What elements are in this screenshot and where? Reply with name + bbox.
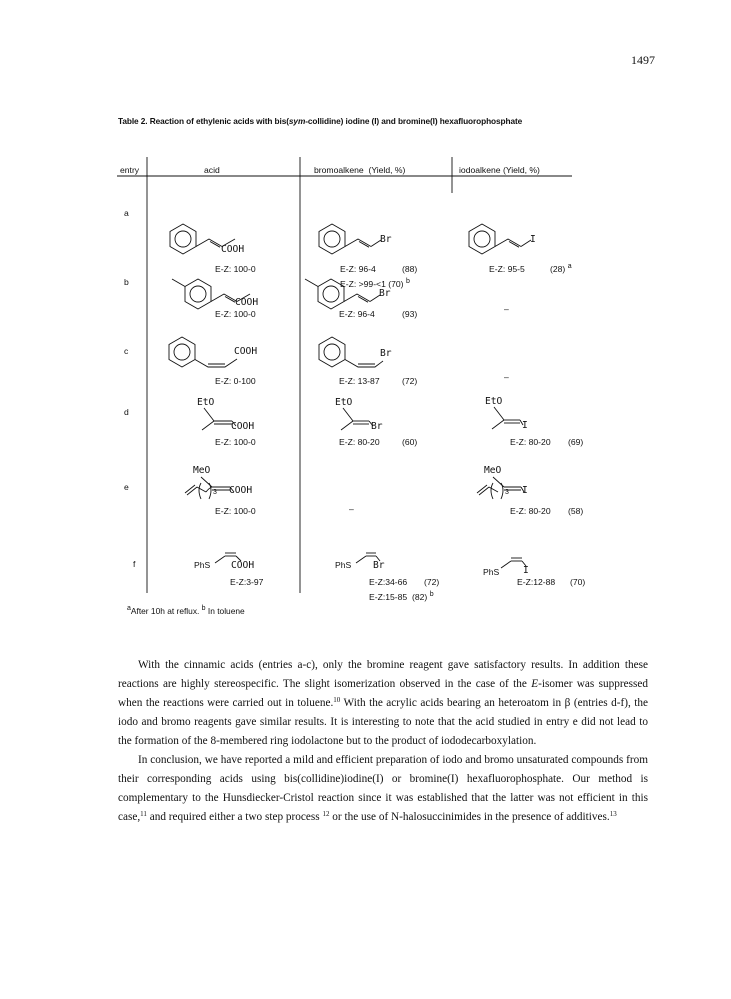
- acid-sub-d: EtO: [197, 397, 215, 408]
- structure-bromo-c: [319, 337, 383, 367]
- bromo-group-a: Br: [380, 234, 392, 245]
- bromo-yield-f: (72): [424, 577, 440, 587]
- bromo-ratio-a: E-Z: 96-4: [340, 264, 376, 274]
- iodo-dash-b: –: [504, 304, 509, 314]
- entry-label-a: a: [124, 208, 129, 218]
- p2-text-a: In conclusion, we have reported a mild and efficient preparation of iodo and bromo unsaturated compounds from their corresponding acids using bis(collidine)iodine(I) or bromine(I) hexafluorophosphate. Our method is complementary to the Hunsdiecker-Cristol reaction since it was established that the latter was not efficient in this case,: [118, 754, 648, 823]
- acid-chain-e: 3: [213, 489, 217, 496]
- bromo-yield2-a: (70): [388, 279, 404, 289]
- entry-label-e: e: [124, 482, 129, 492]
- header-iodoalkene: iodoalkene (Yield, %): [459, 165, 540, 175]
- table-caption: [118, 116, 588, 127]
- iodo-yield-d: (69): [568, 437, 584, 447]
- bromo-yield2-f: (82): [412, 592, 428, 602]
- p1-italic: E: [531, 678, 539, 690]
- iodo-group-d: I: [522, 420, 528, 431]
- footnote-text-b: In toluene: [205, 606, 245, 616]
- footnote-mark-a: a: [127, 605, 131, 612]
- acid-ratio-d: E-Z: 100-0: [215, 437, 256, 447]
- acid-group-a: COOH: [221, 244, 245, 255]
- p1-text-a: With the cinnamic acids (entries a-c), only the bromine reagent gave satisfactory results. In addition these reactions are highly stereospecific. The slight isomerization observed in the case of the: [118, 659, 648, 690]
- bromo-yield-a: (88): [402, 264, 418, 274]
- caption-text-2: -collidine) iodine (I) and bromine(I) hexafluorophosphate: [305, 116, 523, 126]
- iodo-yield-f: (70): [570, 577, 586, 587]
- header-entry: entry: [120, 165, 140, 175]
- p2-text-b: and required either a two step process: [146, 811, 323, 823]
- bromo-sub-d: EtO: [335, 397, 353, 408]
- caption-italic: sym: [288, 116, 306, 126]
- p1-text-c: With the acrylic acids bearing an heteroatom in β (entries d-f), the iodo and bromo reagents gave similar results. It is interesting to note that the acid studied in entry e did not lead to the formation of the 8-membered ring iodolactone but to the product of iododecarboxylation.: [118, 697, 648, 747]
- bromo-dash-e: –: [349, 504, 354, 514]
- structure-iodo-d: [492, 407, 523, 429]
- acid-group-f: COOH: [231, 560, 255, 571]
- table-structure-drawings: [117, 155, 586, 617]
- table-footnote: [127, 606, 245, 616]
- iodo-chain-e: 3: [505, 489, 509, 496]
- iodo-ratio-e: E-Z: 80-20: [510, 506, 551, 516]
- p2-ref-11: 11: [140, 810, 147, 818]
- bromo-group-f: Br: [373, 560, 385, 571]
- iodo-dash-c: –: [504, 372, 509, 382]
- acid-group-b: COOH: [235, 297, 259, 308]
- header-bromoalkene: bromoalkene (Yield, %): [314, 165, 406, 175]
- iodo-yield-e: (58): [568, 506, 584, 516]
- bromo-group-c: Br: [380, 348, 392, 359]
- bromo-ratio-f: E-Z:34-66: [369, 577, 408, 587]
- acid-sub-e: MeO: [193, 465, 211, 476]
- reaction-table: [117, 155, 586, 617]
- paragraph-2: [118, 751, 648, 827]
- acid-sub-f: PhS: [194, 560, 211, 570]
- iodo-sub-f: PhS: [483, 567, 500, 577]
- structure-acid-c: [169, 337, 237, 367]
- acid-group-c: COOH: [234, 346, 258, 357]
- entry-label-c: c: [124, 346, 129, 356]
- iodo-group-e: I: [522, 485, 528, 496]
- entry-label-b: b: [124, 277, 129, 287]
- structure-iodo-e: [477, 477, 524, 499]
- bromo-ratio-d: E-Z: 80-20: [339, 437, 380, 447]
- bromo-yield-b: (93): [402, 309, 418, 319]
- iodo-group-a: I: [530, 234, 536, 245]
- iodo-sub-e: MeO: [484, 465, 502, 476]
- page-number: 1497: [631, 53, 655, 67]
- p2-ref-13: 13: [609, 810, 617, 818]
- structure-bromo-d: [341, 408, 373, 430]
- iodo-ratio-f: E-Z:12-88: [517, 577, 556, 587]
- structure-iodo-a: [469, 224, 531, 254]
- caption-text-1: Reaction of ethylenic acids with bis(: [147, 116, 289, 126]
- bromo-ratio-b: E-Z: 96-4: [339, 309, 375, 319]
- bromo-group-b: Br: [379, 288, 391, 299]
- iodo-group-f: I: [523, 565, 529, 576]
- bromo-ratio-c: E-Z: 13-87: [339, 376, 380, 386]
- bromo-ratio2-f: [369, 592, 434, 602]
- p2-text-c: or the use of N-halosuccinimides in the presence of additives.: [329, 811, 610, 823]
- acid-ratio-c: E-Z: 0-100: [215, 376, 256, 386]
- bromo-yield2-f-mark: b: [429, 591, 434, 598]
- p1-ref-10: 10: [333, 696, 341, 704]
- entry-label-f: f: [133, 559, 136, 569]
- iodo-ratio-a: E-Z: 95-5: [489, 264, 525, 274]
- iodo-yield-a-mark: a: [567, 263, 572, 270]
- bromo-yield2-a-mark: b: [405, 278, 410, 285]
- structure-bromo-a: [319, 224, 381, 254]
- bromo-ratio2-a: [340, 279, 410, 289]
- acid-ratio-a: E-Z: 100-0: [215, 264, 256, 274]
- footnote-mark-b: b: [201, 605, 206, 612]
- header-acid: acid: [204, 165, 220, 175]
- acid-group-e: COOH: [229, 485, 253, 496]
- acid-ratio-e: E-Z: 100-0: [215, 506, 256, 516]
- paragraph-1: [118, 656, 648, 751]
- bromo-yield-c: (72): [402, 376, 418, 386]
- iodo-yield-a-text: (28): [550, 264, 566, 274]
- entry-label-d: d: [124, 407, 129, 417]
- p2-ref-12: 12: [322, 810, 330, 818]
- iodo-yield-a: [550, 264, 572, 274]
- bromo-ratio2-a-text: E-Z: >99-<1: [340, 279, 386, 289]
- bromo-group-d: Br: [371, 421, 383, 432]
- bromo-yield-d: (60): [402, 437, 418, 447]
- bromo-sub-f: PhS: [335, 560, 352, 570]
- structure-acid-e: [185, 477, 234, 499]
- acid-ratio-b: E-Z: 100-0: [215, 309, 256, 319]
- footnote-text-a: After 10h at reflux.: [130, 606, 202, 616]
- iodo-ratio-d: E-Z: 80-20: [510, 437, 551, 447]
- body-text: [118, 656, 648, 827]
- p1-text-b: -isomer was suppressed when the reactions were carried out in toluene.: [118, 678, 648, 709]
- caption-label: Table 2.: [118, 116, 148, 126]
- acid-group-d: COOH: [231, 421, 255, 432]
- acid-ratio-f: E-Z:3-97: [230, 577, 264, 587]
- bromo-ratio2-f-text: E-Z:15-85: [369, 592, 408, 602]
- iodo-sub-d: EtO: [485, 396, 503, 407]
